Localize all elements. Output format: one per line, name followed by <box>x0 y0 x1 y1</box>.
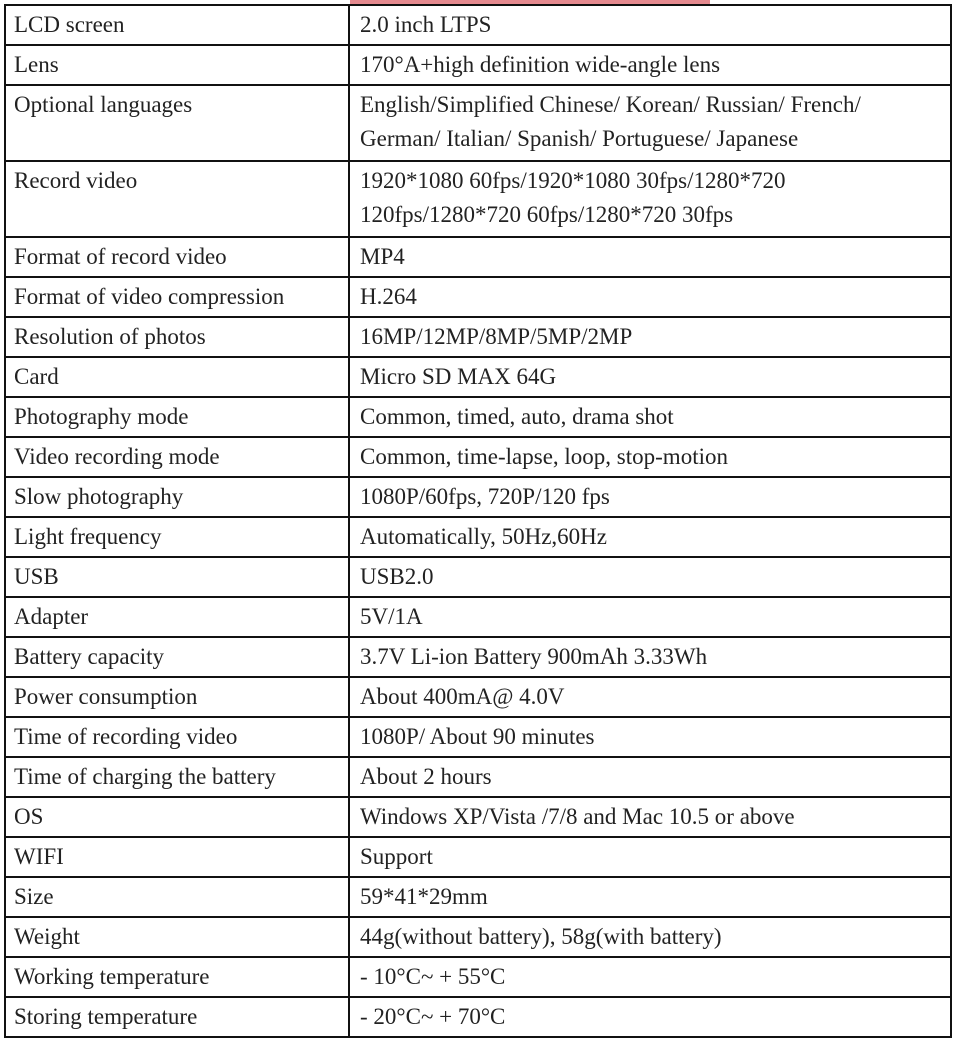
spec-value-line: 16MP/12MP/8MP/5MP/2MP <box>360 324 633 349</box>
spec-value-line: About 2 hours <box>360 764 492 789</box>
spec-label: Slow photography <box>5 477 349 517</box>
spec-value <box>349 317 951 357</box>
spec-label: Battery capacity <box>5 637 349 677</box>
spec-label: Card <box>5 357 349 397</box>
spec-value <box>349 917 951 957</box>
spec-value-line: 3.7V Li-ion Battery 900mAh 3.33Wh <box>360 644 708 669</box>
spec-row <box>5 917 951 957</box>
spec-label: WIFI <box>5 837 349 877</box>
spec-value <box>349 161 951 237</box>
spec-label: Video recording mode <box>5 437 349 477</box>
spec-value-line: About 400mA@ 4.0V <box>360 684 565 709</box>
spec-label: Resolution of photos <box>5 317 349 357</box>
spec-value-line: 2.0 inch LTPS <box>360 12 492 37</box>
spec-row <box>5 557 951 597</box>
spec-label: Optional languages <box>5 85 349 161</box>
spec-row <box>5 677 951 717</box>
spec-label: LCD screen <box>5 5 349 45</box>
spec-value-line: 170°A+high definition wide-angle lens <box>360 52 721 77</box>
spec-label: Lens <box>5 45 349 85</box>
spec-label: Time of recording video <box>5 717 349 757</box>
spec-value-line: 120fps/1280*720 60fps/1280*720 30fps <box>360 202 734 227</box>
spec-value <box>349 637 951 677</box>
spec-value <box>349 237 951 277</box>
spec-label: Format of video compression <box>5 277 349 317</box>
spec-value <box>349 597 951 637</box>
spec-value <box>349 877 951 917</box>
spec-value-line: 1080P/ About 90 minutes <box>360 724 595 749</box>
spec-value <box>349 397 951 437</box>
spec-value-line: H.264 <box>360 284 417 309</box>
specification-table-body <box>5 5 951 1037</box>
spec-row <box>5 997 951 1037</box>
spec-row <box>5 797 951 837</box>
spec-row <box>5 357 951 397</box>
spec-value-line: - 20°C~ + 70°C <box>360 1004 506 1029</box>
spec-row <box>5 45 951 85</box>
spec-row <box>5 237 951 277</box>
spec-value <box>349 757 951 797</box>
spec-row <box>5 757 951 797</box>
spec-label: Format of record video <box>5 237 349 277</box>
spec-label: Light frequency <box>5 517 349 557</box>
spec-row <box>5 397 951 437</box>
spec-value-line: Common, time-lapse, loop, stop-motion <box>360 444 728 469</box>
spec-label: Time of charging the battery <box>5 757 349 797</box>
spec-value-line: 44g(without battery), 58g(with battery) <box>360 924 722 949</box>
spec-value-line: 59*41*29mm <box>360 884 488 909</box>
spec-row <box>5 837 951 877</box>
spec-label: USB <box>5 557 349 597</box>
spec-row <box>5 5 951 45</box>
spec-value <box>349 5 951 45</box>
spec-value-line: Support <box>360 844 433 869</box>
spec-value <box>349 85 951 161</box>
spec-row <box>5 517 951 557</box>
spec-value <box>349 957 951 997</box>
spec-value <box>349 557 951 597</box>
spec-row <box>5 317 951 357</box>
spec-value-line: USB2.0 <box>360 564 434 589</box>
spec-row <box>5 477 951 517</box>
spec-value-line: Windows XP/Vista /7/8 and Mac 10.5 or above <box>360 804 795 829</box>
spec-label: Record video <box>5 161 349 237</box>
spec-row <box>5 717 951 757</box>
spec-value-line: 5V/1A <box>360 604 423 629</box>
spec-row <box>5 957 951 997</box>
spec-value-line: Automatically, 50Hz,60Hz <box>360 524 607 549</box>
spec-value-line: Micro SD MAX 64G <box>360 364 557 389</box>
spec-value <box>349 277 951 317</box>
spec-label: Working temperature <box>5 957 349 997</box>
spec-row <box>5 277 951 317</box>
spec-value <box>349 357 951 397</box>
spec-value <box>349 677 951 717</box>
spec-label: OS <box>5 797 349 837</box>
spec-value <box>349 797 951 837</box>
spec-value <box>349 45 951 85</box>
spec-value <box>349 437 951 477</box>
spec-value-line: MP4 <box>360 244 405 269</box>
spec-value-line: Common, timed, auto, drama shot <box>360 404 674 429</box>
spec-label: Power consumption <box>5 677 349 717</box>
spec-value <box>349 517 951 557</box>
spec-value-line: German/ Italian/ Spanish/ Portuguese/ Japanese <box>360 126 799 151</box>
spec-value <box>349 997 951 1037</box>
spec-label: Adapter <box>5 597 349 637</box>
spec-label: Weight <box>5 917 349 957</box>
spec-label: Storing temperature <box>5 997 349 1037</box>
spec-row <box>5 877 951 917</box>
spec-value <box>349 477 951 517</box>
spec-row <box>5 597 951 637</box>
spec-value <box>349 717 951 757</box>
spec-value-line: 1920*1080 60fps/1920*1080 30fps/1280*720 <box>360 168 786 193</box>
specification-table <box>4 4 952 1038</box>
spec-row <box>5 437 951 477</box>
spec-label: Size <box>5 877 349 917</box>
spec-row <box>5 637 951 677</box>
spec-value <box>349 837 951 877</box>
spec-row <box>5 161 951 237</box>
spec-value-line: - 10°C~ + 55°C <box>360 964 506 989</box>
spec-label: Photography mode <box>5 397 349 437</box>
spec-value-line: 1080P/60fps, 720P/120 fps <box>360 484 610 509</box>
spec-row <box>5 85 951 161</box>
spec-value-line: English/Simplified Chinese/ Korean/ Russian/ French/ <box>360 92 861 117</box>
